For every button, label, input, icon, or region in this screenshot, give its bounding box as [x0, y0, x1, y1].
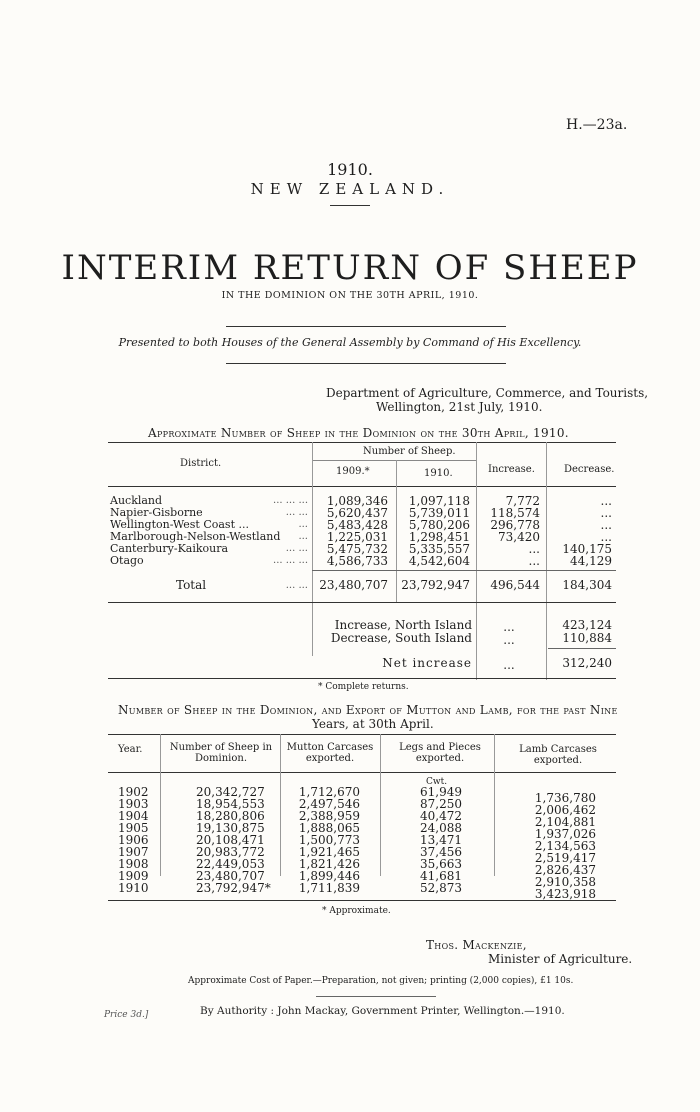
table-row: Auckland: [110, 494, 163, 507]
divider: [312, 460, 476, 461]
table2-caption-line2: Years, at 30th April.: [312, 717, 434, 731]
table1-header-number: Number of Sheep.: [363, 446, 456, 457]
table1-col-increase: 7,772 118,574 296,778 73,420 ... ...: [490, 494, 540, 568]
divider: [396, 460, 397, 602]
table1-header-decrease: Decrease.: [564, 464, 615, 475]
table2-caption-line1: Number of Sheep in the Dominion, and Export of Mutton and Lamb, for the past Nine: [118, 703, 618, 717]
address-line-2: Wellington, 21st July, 1910.: [376, 400, 543, 414]
table1-header-1909: 1909.*: [336, 466, 370, 477]
table1-total-increase: 496,544: [490, 578, 540, 592]
table1-col-1910: 1,097,118 5,739,011 5,780,206 1,298,451 5,335,557 4,542,604: [408, 494, 470, 568]
table1-total-dots: ... ...: [285, 580, 308, 591]
table-row: Napier-Gisborne: [110, 506, 203, 519]
table2-header-sheep: Number of Sheep in Dominion.: [169, 742, 273, 764]
table2-col-year: 1902 1903 1904 1905 1906 1907 1908 1909 1910: [118, 785, 149, 895]
summary-south-dots: ...: [503, 633, 515, 647]
signature-title: Minister of Agriculture.: [488, 952, 633, 966]
divider: [226, 326, 506, 327]
table-row: Canterbury-Kaikoura: [110, 542, 229, 555]
table1-footnote: * Complete returns.: [318, 682, 409, 692]
cost-note: Approximate Cost of Paper.—Preparation, not given; printing (2,000 copies), £1 10s.: [188, 976, 574, 986]
divider: [546, 442, 547, 680]
document-reference: H.—23a.: [566, 117, 628, 133]
authority-line: By Authority : John Mackay, Government Printer, Wellington.—1910.: [200, 1005, 565, 1017]
table1-col-decrease: ... ... ... ... 140,175 44,129: [562, 494, 612, 568]
table1-header-district: District.: [180, 458, 222, 469]
table2-header-mutton: Mutton Carcases exported.: [286, 742, 374, 764]
summary-north-dots: ...: [503, 620, 515, 634]
summary-south-value: 110,884: [562, 631, 612, 645]
table2-bottom-rule: [108, 900, 616, 901]
table1-caption: Approximate Number of Sheep in the Dominion on the 30th April, 1910.: [148, 426, 569, 440]
table-row: Marlborough-Nelson-Westland: [110, 530, 281, 543]
table2-col-mutton: 1,712,670 2,497,546 2,388,959 1,888,065 1,500,773 1,921,465 1,821,426 1,899,446 1,711,839: [298, 785, 360, 895]
summary-net-value: 312,240: [562, 656, 612, 670]
summary-north-label: Increase, North Island: [334, 618, 472, 632]
divider: [226, 363, 506, 364]
table1-col-1909: 1,089,346 5,620,437 5,483,428 1,225,031 5,475,732 4,586,733: [326, 494, 388, 568]
summary-net-dots: ...: [503, 658, 515, 672]
divider: [380, 734, 381, 876]
divider: [494, 734, 495, 876]
divider: [108, 678, 616, 679]
signature-name: Thos. Mackenzie,: [426, 938, 527, 952]
table1-header-1910: 1910.: [424, 468, 453, 479]
table2-header-lamb: Lamb Carcases exported.: [519, 744, 597, 766]
table2-footnote: * Approximate.: [322, 906, 391, 916]
subtitle: IN THE DOMINION ON THE 30TH APRIL, 1910.: [221, 290, 479, 301]
table1-header-rule: [108, 486, 616, 487]
table1-leader-dots: ... ... ... ... ... ... ... ... ... ... ... ...: [273, 495, 308, 566]
divider: [160, 734, 161, 876]
summary-net-label: Net increase: [382, 656, 472, 670]
price-note: Price 3d.]: [104, 1010, 149, 1020]
year-heading: 1910.: [327, 160, 373, 179]
table2-header-rule: [108, 772, 616, 773]
divider: [548, 648, 616, 649]
summary-south-label: Decrease, South Island: [330, 631, 472, 645]
divider: [476, 442, 477, 680]
main-title: INTERIM RETURN OF SHEEP: [61, 248, 639, 288]
table2-col-lamb: 1,736,780 2,006,462 2,104,881 1,937,026 2,134,563 2,519,417 2,826,437 2,910,358 3,423,918: [534, 791, 596, 901]
table-row: Otago: [110, 554, 144, 567]
divider: [312, 570, 616, 571]
table2-col-sheep: 20,342,727 18,954,553 18,280,806 19,130,875 20,108,471 20,983,772 22,449,053 23,480,707 23,792,947*: [196, 785, 271, 895]
table2-top-rule: [108, 734, 616, 735]
table1-total-1909: 23,480,707: [319, 578, 388, 592]
table-row: Wellington-West Coast ...: [110, 518, 249, 531]
table1-header-increase: Increase.: [488, 464, 535, 475]
table2-header-legs: Legs and Pieces exported.: [399, 742, 481, 764]
country-heading: NEW ZEALAND.: [250, 180, 450, 198]
table2-col-legs: 61,949 87,250 40,472 24,088 13,471 37,456 35,663 41,681 52,873: [420, 785, 462, 895]
divider: [330, 205, 370, 206]
table1-top-rule: [108, 442, 616, 443]
divider: [316, 996, 436, 997]
table1-total-1910: 23,792,947: [401, 578, 470, 592]
table1-total-decrease: 184,304: [562, 578, 612, 592]
table2-header-year: Year.: [118, 744, 143, 755]
table2-legs-unit: Cwt.: [426, 777, 448, 787]
address-line-1: Department of Agriculture, Commerce, and Tourists,: [326, 386, 649, 400]
summary-north-value: 423,124: [562, 618, 612, 632]
divider: [280, 734, 281, 876]
presented-line: Presented to both Houses of the General Assembly by Command of His Excellency.: [118, 336, 582, 349]
divider: [108, 602, 616, 603]
table1-total-label: Total: [176, 578, 207, 592]
